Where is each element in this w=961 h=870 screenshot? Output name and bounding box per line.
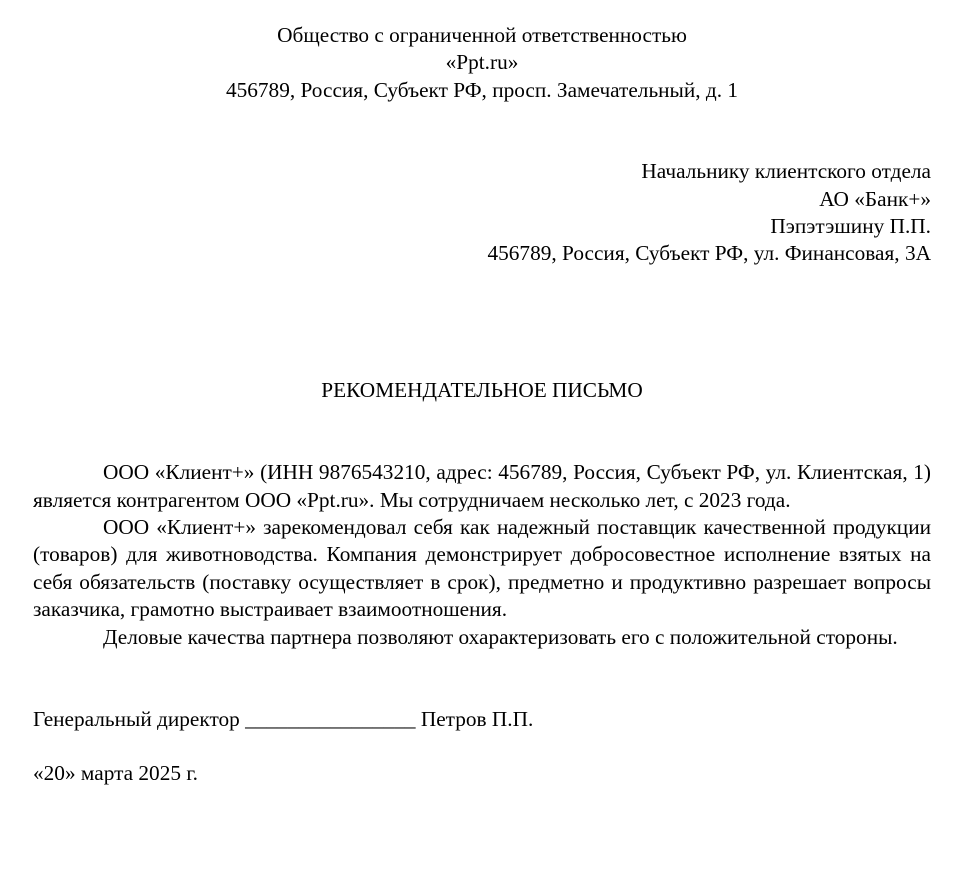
sender-address: 456789, Россия, Субъект РФ, просп. Замечательный, д. 1: [225, 77, 739, 102]
recipient-name: Пэпэтэшину П.П.: [770, 213, 931, 238]
recipient-org: АО «Банк+»: [819, 186, 931, 211]
body-paragraph-3: Деловые качества партнера позволяют охарактеризовать его с положительной стороны.: [103, 624, 898, 649]
letter-body: [33, 459, 931, 651]
sender-org-name: «Ppt.ru»: [445, 50, 519, 75]
signer-name: Петров П.П.: [420, 706, 534, 731]
body-paragraph-2: ООО «Клиент+» зарекомендовал себя как надежный поставщик качественной продукции (товаров) для животноводства. Компания демонстрирует добросовестное исполнение взятых на себя обязательств (поставку осуществляет в срок), предметно и продуктивно разрешает вопросы заказчика, грамотно выстраивает взаимоотношения.: [33, 514, 931, 622]
sender-org-type: Общество с ограниченной ответственностью: [277, 23, 687, 47]
recipient-block: [33, 158, 931, 268]
body-paragraph-1: ООО «Клиент+» (ИНН 9876543210, адрес: 456789, Россия, Субъект РФ, ул. Клиентская, 1) является контрагентом ООО «Ppt.ru». Мы сотрудничаем несколько лет, с 2023 года.: [33, 460, 931, 512]
signer-position: Генеральный директор: [33, 706, 240, 731]
letter-page: [33, 22, 931, 788]
signature-line: ________________: [245, 706, 416, 731]
recipient-address: 456789, Россия, Субъект РФ, ул. Финансовая, 3А: [487, 241, 931, 266]
document-title: РЕКОМЕНДАТЕЛЬНОЕ ПИСЬМО: [321, 377, 643, 402]
signature-block: [33, 706, 931, 733]
recipient-position: Начальнику клиентского отдела: [641, 159, 931, 184]
letter-date: «20» марта 2025 г.: [33, 761, 198, 786]
sender-header: [33, 22, 931, 104]
